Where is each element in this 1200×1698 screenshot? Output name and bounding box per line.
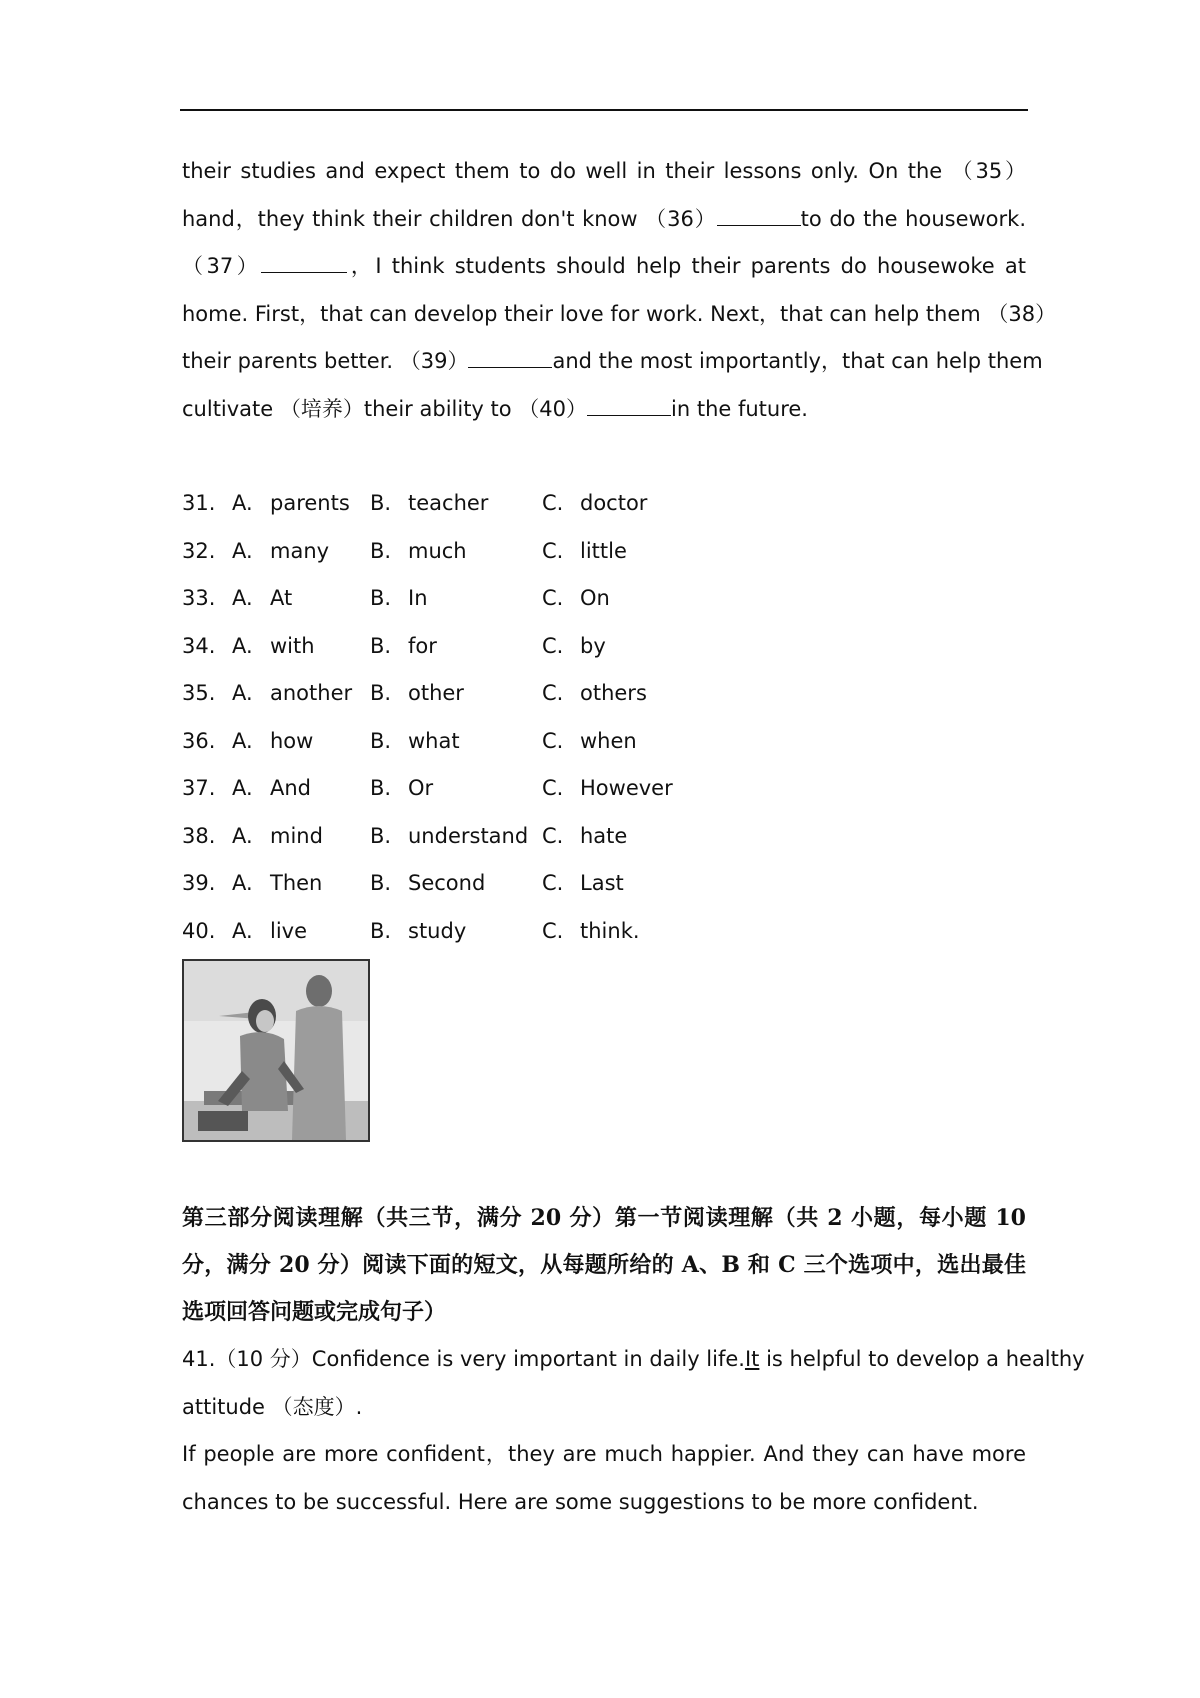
page-content: [182, 148, 1085, 1526]
passage-line-2: hand，they think their children don't know （36） to do the housework.: [182, 196, 1026, 244]
option-row-39: 39. A. Then B. Second C. Last: [182, 871, 624, 895]
option-row-35: 35. A. another B. other C. others: [182, 681, 647, 705]
header-rule: [180, 109, 1028, 111]
option-row-38: 38. A. mind B. understand C. hate: [182, 823, 628, 848]
option-row-40: 40. A. live B. study C. think.: [182, 918, 640, 943]
option-row-37: 37. A. And B. Or C. However: [182, 776, 673, 800]
q41-line-1: 41.（10 分）Confidence is very important in daily life.It is helpful to develop a healthy: [182, 1347, 1085, 1371]
blank-36: [717, 204, 801, 226]
passage-line-5: their parents better. （39） and the most importantly，that can help them: [182, 338, 1026, 386]
option-row-33: 33. A. At B. In C. On: [182, 586, 610, 610]
q41-line-2: attitude （态度）.: [182, 1394, 363, 1419]
passage-line-6: cultivate （培养）their ability to （40） in the future.: [182, 386, 1026, 434]
passage-line-4: home. First，that can develop their love for work. Next，that can help them （38）: [182, 301, 1057, 326]
illustration-photo: [182, 959, 370, 1142]
option-row-36: 36. A. how B. what C. when: [182, 728, 637, 753]
passage-line-1: their studies and expect them to do well in their lessons only. On the （35）: [182, 159, 1026, 183]
section-heading: 第三部分阅读理解（共三节，满分 20 分）第一节阅读理解（共 2 小题，每小题 10 分，满分 20 分）阅读下面的短文，从每题所给的 A、B 和 C 三个选项中，选出最佳选项回答问题或完成句子）: [182, 1205, 1026, 1325]
blank-37: [261, 251, 347, 273]
option-row-31: 31. A. parents B. teacher C. doctor: [182, 491, 648, 515]
question-41: [182, 1336, 1085, 1526]
q41-line-4: chances to be successful. Here are some suggestions to be more confident.: [182, 1489, 979, 1514]
blank-39: [468, 346, 552, 368]
option-row-32: 32. A. many B. much C. little: [182, 538, 627, 563]
q41-line-3: If people are more confident，they are much happier. And they can have more: [182, 1442, 1026, 1466]
option-row-34: 34. A. with B. for C. by: [182, 633, 606, 658]
blank-40: [587, 394, 671, 416]
options-list: [182, 480, 1026, 955]
passage-line-3: （37） ，I think students should help their parents do housewoke at: [182, 243, 1026, 291]
photo-people-housework: [184, 961, 368, 1140]
